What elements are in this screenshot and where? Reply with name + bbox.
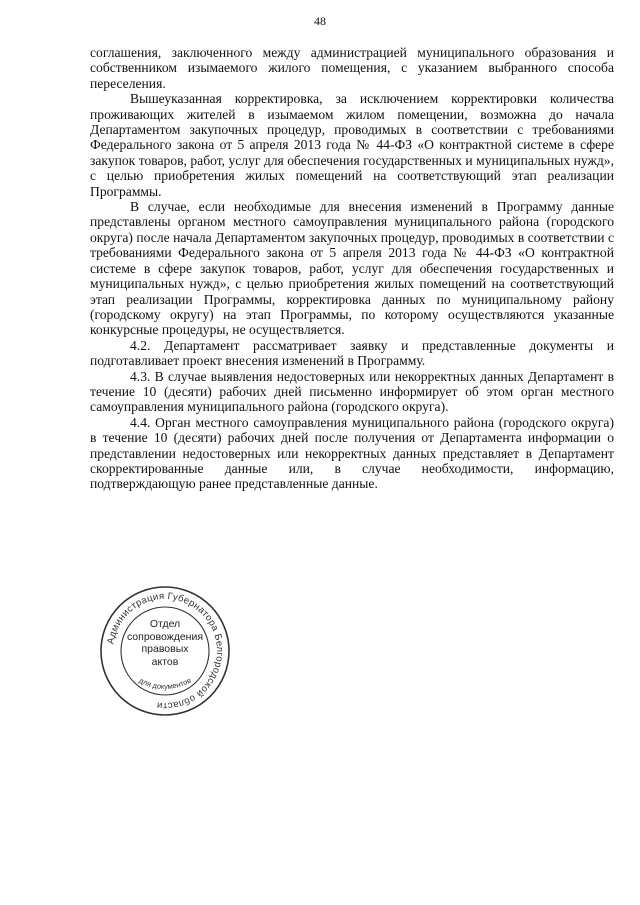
stamp-line: сопровождения <box>126 630 204 643</box>
stamp-bottom-text: для документов <box>137 675 193 692</box>
stamp-inner-text <box>116 618 214 668</box>
paragraph: 4.3. В случае выявления недостоверных или некорректных данных Департамент в течение 10 (десяти) рабочих дней письменно информирует об этом орган местного самоуправления муниципального района (городского округа). <box>90 368 614 415</box>
page-number: 48 <box>314 14 326 28</box>
stamp-line: Отдел <box>149 618 181 630</box>
paragraph: соглашения, заключенного между администрацией муниципального образования и собственником изымаемого жилого помещения, с указанием выбранного способа переселения. <box>90 45 614 91</box>
paragraph: Вышеуказанная корректировка, за исключением корректировки количества проживающих жителей в изымаемом жилом помещении, возможна до начала Департаментом закупочных процедур, проводимых в соответствии с требованиями Федерального закона от 5 апреля 2013 года № 44-ФЗ «О контрактной системе в сфере закупок товаров, работ, услуг для обеспечения государственных и муниципальных нужд», с целью приобретения жилых помещений на соответствующий этап реализации Программы. <box>90 91 614 199</box>
stamp-line: актов <box>151 655 179 668</box>
office-stamp <box>96 582 234 720</box>
paragraph: 4.2. Департамент рассматривает заявку и представленные документы и подготавливает проект внесения изменений в Программу. <box>90 337 614 369</box>
paragraph: 4.4. Орган местного самоуправления муниципального района (городского округа) в течение 10 (десяти) рабочих дней после получения от Департамента информации о представлении недостоверных или некорректных данных представляет в Департамент скорректированные данные или, в случае необходимости, информацию, подтверждающую ранее представленные данные. <box>90 414 614 492</box>
paragraph: В случае, если необходимые для внесения изменений в Программу данные представлены органом местного самоуправления муниципального района (городского округа) после начала Департаментом закупочных процедур, проводимых в соответствии с требованиями Федерального закона от 5 апреля 2013 года № 44-ФЗ «О контрактной системе в сфере закупок товаров, работ, услуг для обеспечения государственных и муниципальных нужд», с целью приобретения жилых помещений на соответствующий этап реализации Программы, корректировка данных по муниципальному району (городскому округу) на этап Программы, по которому осуществляются указанные конкурсные процедуры, не осуществляется. <box>90 199 614 338</box>
stamp-line: правовых <box>141 643 189 655</box>
document-body <box>90 45 614 492</box>
stamp-ring-text: Администрация Губернатора Белгородской области <box>105 590 226 712</box>
